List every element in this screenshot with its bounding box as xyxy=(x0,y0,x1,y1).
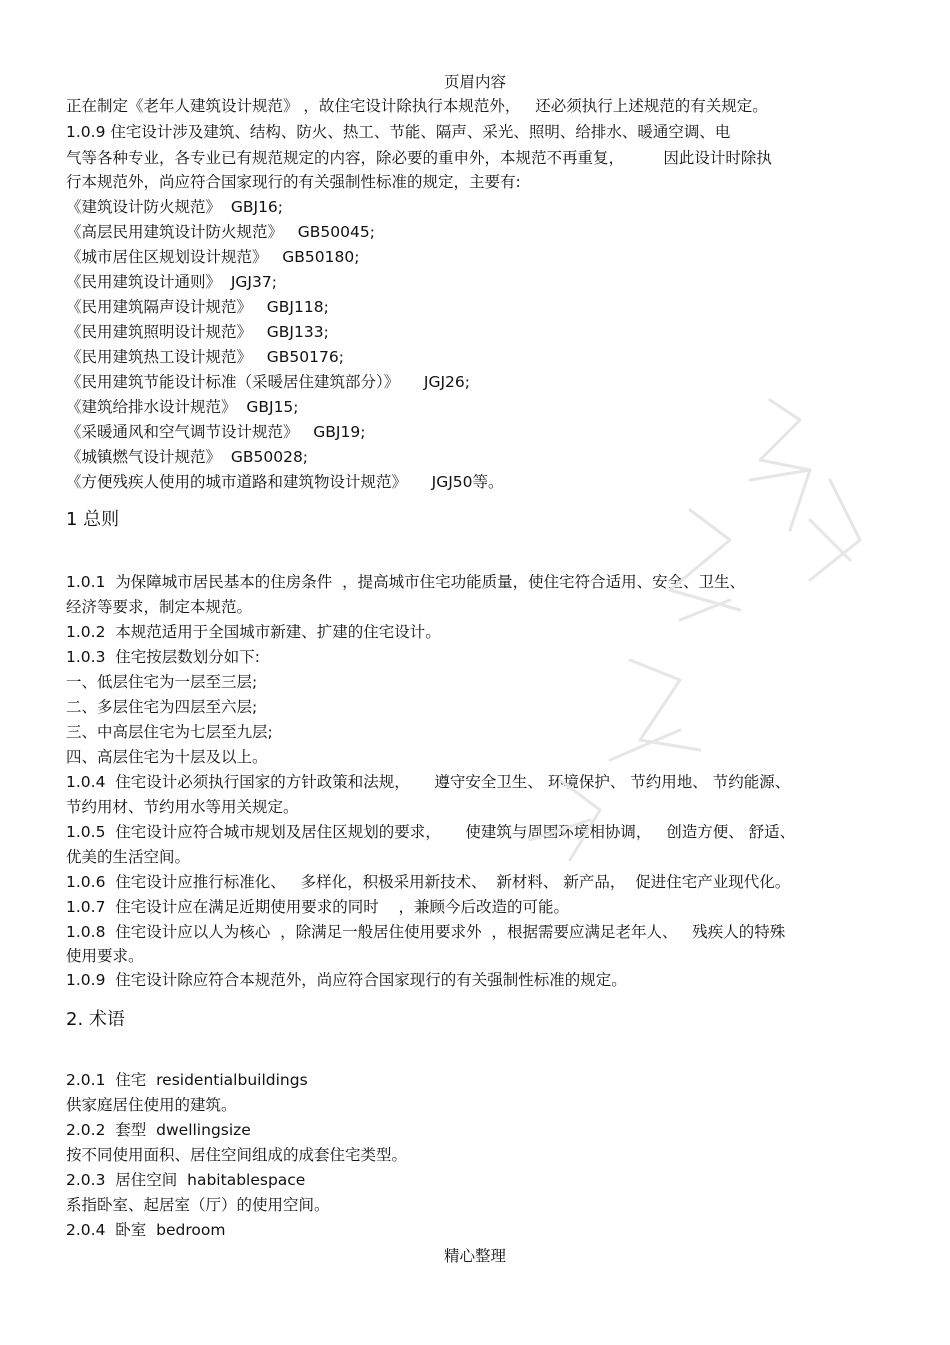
standard-item: 《民用建筑节能设计标准（采暖居住建筑部分）》 JGJ26; xyxy=(66,373,470,391)
clause-line: 1.0.5 住宅设计应符合城市规划及居住区规划的要求， 使建筑与周围环境相协调， 创造方便、 舒适、 xyxy=(66,823,796,841)
term-line: 供家庭居住使用的建筑。 xyxy=(66,1096,237,1114)
page-header: 页眉内容 xyxy=(443,73,506,91)
clause-line: 1.0.1 为保障城市居民基本的住房条件 ，提高城市住宅功能质量，使住宅符合适用、安全、卫生、 xyxy=(66,573,746,591)
clause-line: 1.0.9 住宅设计除应符合本规范外，尚应符合国家现行的有关强制性标准的规定。 xyxy=(66,971,627,989)
clause-line: 节约用材、节约用水等用关规定。 xyxy=(66,798,299,816)
clause-line: 三、中高层住宅为七层至九层; xyxy=(66,723,273,741)
intro-line: 行本规范外，尚应符合国家现行的有关强制性标准的规定，主要有: xyxy=(66,173,521,191)
clause-line: 1.0.6 住宅设计应推行标准化、 多样化，积极采用新技术、 新材料、 新产品， 促进住宅产业现代化。 xyxy=(66,873,791,891)
standard-item: 《方便残疾人使用的城市道路和建筑物设计规范》 JGJ50等。 xyxy=(66,473,504,491)
section-heading: 2. 术语 xyxy=(66,1009,125,1030)
term-line: 2.0.4 卧室 bedroom xyxy=(66,1221,226,1239)
intro-line: 正在制定《老年人建筑设计规范》 ，故住宅设计除执行本规范外， 还必须执行上述规范的有关规定。 xyxy=(66,97,768,115)
term-line: 2.0.3 居住空间 habitablespace xyxy=(66,1171,306,1189)
intro-line: 1.0.9 住宅设计涉及建筑、结构、防火、热工、节能、隔声、采光、照明、给排水、暖通空调、电 xyxy=(66,123,731,141)
standard-item: 《民用建筑隔声设计规范》 GBJ118; xyxy=(66,298,329,316)
standard-item: 《民用建筑热工设计规范》 GB50176; xyxy=(66,348,344,366)
clause-line: 1.0.2 本规范适用于全国城市新建、扩建的住宅设计。 xyxy=(66,623,441,641)
clause-line: 二、多层住宅为四层至六层; xyxy=(66,698,258,716)
term-line: 2.0.1 住宅 residentialbuildings xyxy=(66,1071,308,1089)
page-footer: 精心整理 xyxy=(443,1247,506,1265)
standard-item: 《民用建筑照明设计规范》 GBJ133; xyxy=(66,323,329,341)
clause-line: 四、高层住宅为十层及以上。 xyxy=(66,748,268,766)
clause-line: 1.0.7 住宅设计应在满足近期使用要求的同时 ，兼顾今后改造的可能。 xyxy=(66,898,570,916)
term-line: 2.0.2 套型 dwellingsize xyxy=(66,1121,251,1139)
section-heading: 1 总则 xyxy=(66,509,120,530)
intro-line: 气等各种专业，各专业已有规范规定的内容，除必要的重申外，本规范不再重复， 因此设计时除执 xyxy=(66,149,772,167)
standard-item: 《建筑设计防火规范》 GBJ16; xyxy=(66,198,284,216)
clause-line: 经济等要求，制定本规范。 xyxy=(66,598,253,616)
clause-line: 1.0.4 住宅设计必须执行国家的方针政策和法规， 遵守安全卫生、 环境保护、 节约用地、 节约能源、 xyxy=(66,773,791,791)
watermark-decoration xyxy=(470,360,890,880)
term-line: 系指卧室、起居室（厅）的使用空间。 xyxy=(66,1196,330,1214)
standard-item: 《采暖通风和空气调节设计规范》 GBJ19; xyxy=(66,423,366,441)
standard-item: 《高层民用建筑设计防火规范》 GB50045; xyxy=(66,223,375,241)
clause-line: 1.0.8 住宅设计应以人为核心 ，除满足一般居住使用要求外 ，根据需要应满足老年人、 残疾人的特殊 xyxy=(66,923,786,941)
clause-line: 优美的生活空间。 xyxy=(66,848,191,866)
term-line: 按不同使用面积、居住空间组成的成套住宅类型。 xyxy=(66,1146,408,1164)
standard-item: 《建筑给排水设计规范》 GBJ15; xyxy=(66,398,299,416)
standard-item: 《城市居住区规划设计规范》 GB50180; xyxy=(66,248,360,266)
standard-item: 《城镇燃气设计规范》 GB50028; xyxy=(66,448,309,466)
standard-item: 《民用建筑设计通则》 JGJ37; xyxy=(66,273,277,291)
clause-line: 1.0.3 住宅按层数划分如下: xyxy=(66,648,261,666)
clause-line: 一、低层住宅为一层至三层; xyxy=(66,673,258,691)
clause-line: 使用要求。 xyxy=(66,947,144,965)
